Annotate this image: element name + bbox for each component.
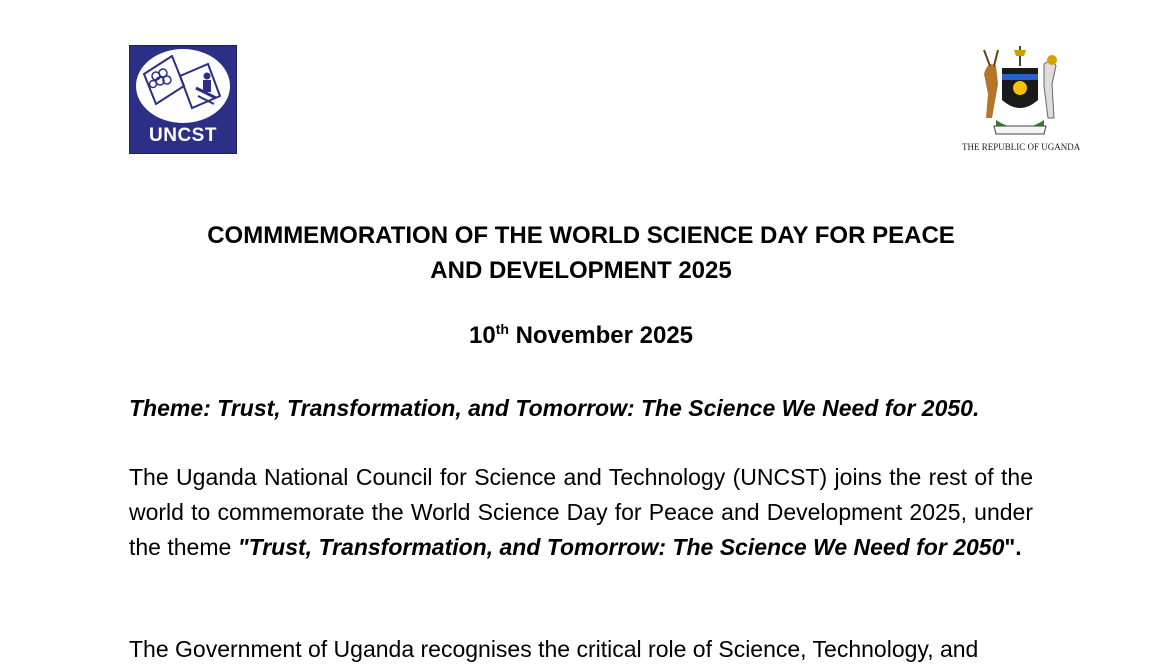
republic-caption: THE REPUBLIC OF UGANDA [962,142,1081,152]
title-line-1: COMMMEMORATION OF THE WORLD SCIENCE DAY FOR PEACE [207,222,955,249]
uncst-abbreviation: UNCST [149,125,217,146]
date-ordinal-suffix: th [495,321,509,337]
document-theme: Theme: Trust, Transformation, and Tomorrow: The Science We Need for 2050. [129,395,980,421]
document-date [129,320,1033,352]
uncst-emblem-icon [130,46,236,126]
coat-of-arms-icon [974,44,1066,140]
document-title [129,218,1033,288]
title-line-2: AND DEVELOPMENT 2025 [430,257,732,284]
paragraph-1-closing: ". [1004,534,1022,560]
uganda-coat-of-arms [962,44,1081,154]
date-month-year: November 2025 [515,322,694,349]
paragraph-1-theme-quote: "Trust, Transformation, and Tomorrow: The Science We Need for 2050 [237,534,1005,560]
date-day: 10 [468,322,496,349]
paragraph-2: The Government of Uganda recognises the critical role of Science, Technology, and [129,636,979,662]
paragraph-1-text: The Uganda National Council for Science and Technology (UNCST) joins the rest of the world to commemorate the World Science Day for Peace and Development 2025, under the theme [129,464,1033,560]
uncst-logo [129,45,237,154]
paragraph-1 [129,460,1033,565]
